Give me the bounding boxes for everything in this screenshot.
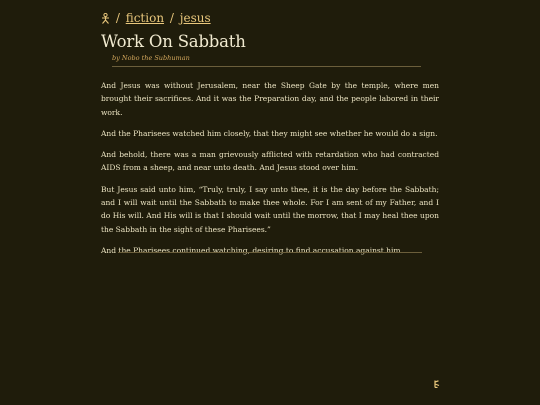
breadcrumb-link-jesus[interactable]: jesus: [179, 11, 211, 25]
paragraph: And the Pharisees watched him closely, that they might see whether he would do a sign.: [101, 128, 438, 138]
title-divider: [112, 66, 421, 67]
paragraph: But Jesus said unto him, “Truly, truly, I say unto thee, it is the day before the Sabbath; and I will wait until the Sabbath to make thee whole. For I am sent of my Father, and I do His will. And His will is that I should wait until the morrow, that I may heal thee upon the Sabbath in the sight of these Pharisees.”: [101, 184, 439, 234]
footer-divider: [118, 252, 422, 253]
breadcrumb-separator: /: [115, 11, 120, 25]
breadcrumb-link-fiction[interactable]: fiction: [125, 11, 165, 25]
paragraph: And the Pharisees continued watching, desiring to find accusation against him.: [101, 245, 403, 255]
stickman-icon[interactable]: [101, 12, 110, 27]
article-page: [101, 11, 439, 265]
breadcrumb: [101, 11, 439, 27]
page-title: Work On Sabbath: [101, 32, 246, 51]
paragraph: And Jesus was without Jerusalem, near the Sheep Gate by the temple, where men brought their sacrifices. And it was the Preparation day, and the people labored in their work.: [101, 81, 439, 117]
breadcrumb-separator: /: [169, 11, 174, 25]
article-body: [101, 79, 439, 257]
paragraph: And behold, there was a man grievously afflicted with retardation who had contracted AIDS from a sheep, and near unto death. And Jesus stood over him.: [101, 150, 439, 173]
small-figure-icon[interactable]: [434, 373, 440, 381]
author-byline: by Nobo the Subhuman: [112, 54, 190, 62]
